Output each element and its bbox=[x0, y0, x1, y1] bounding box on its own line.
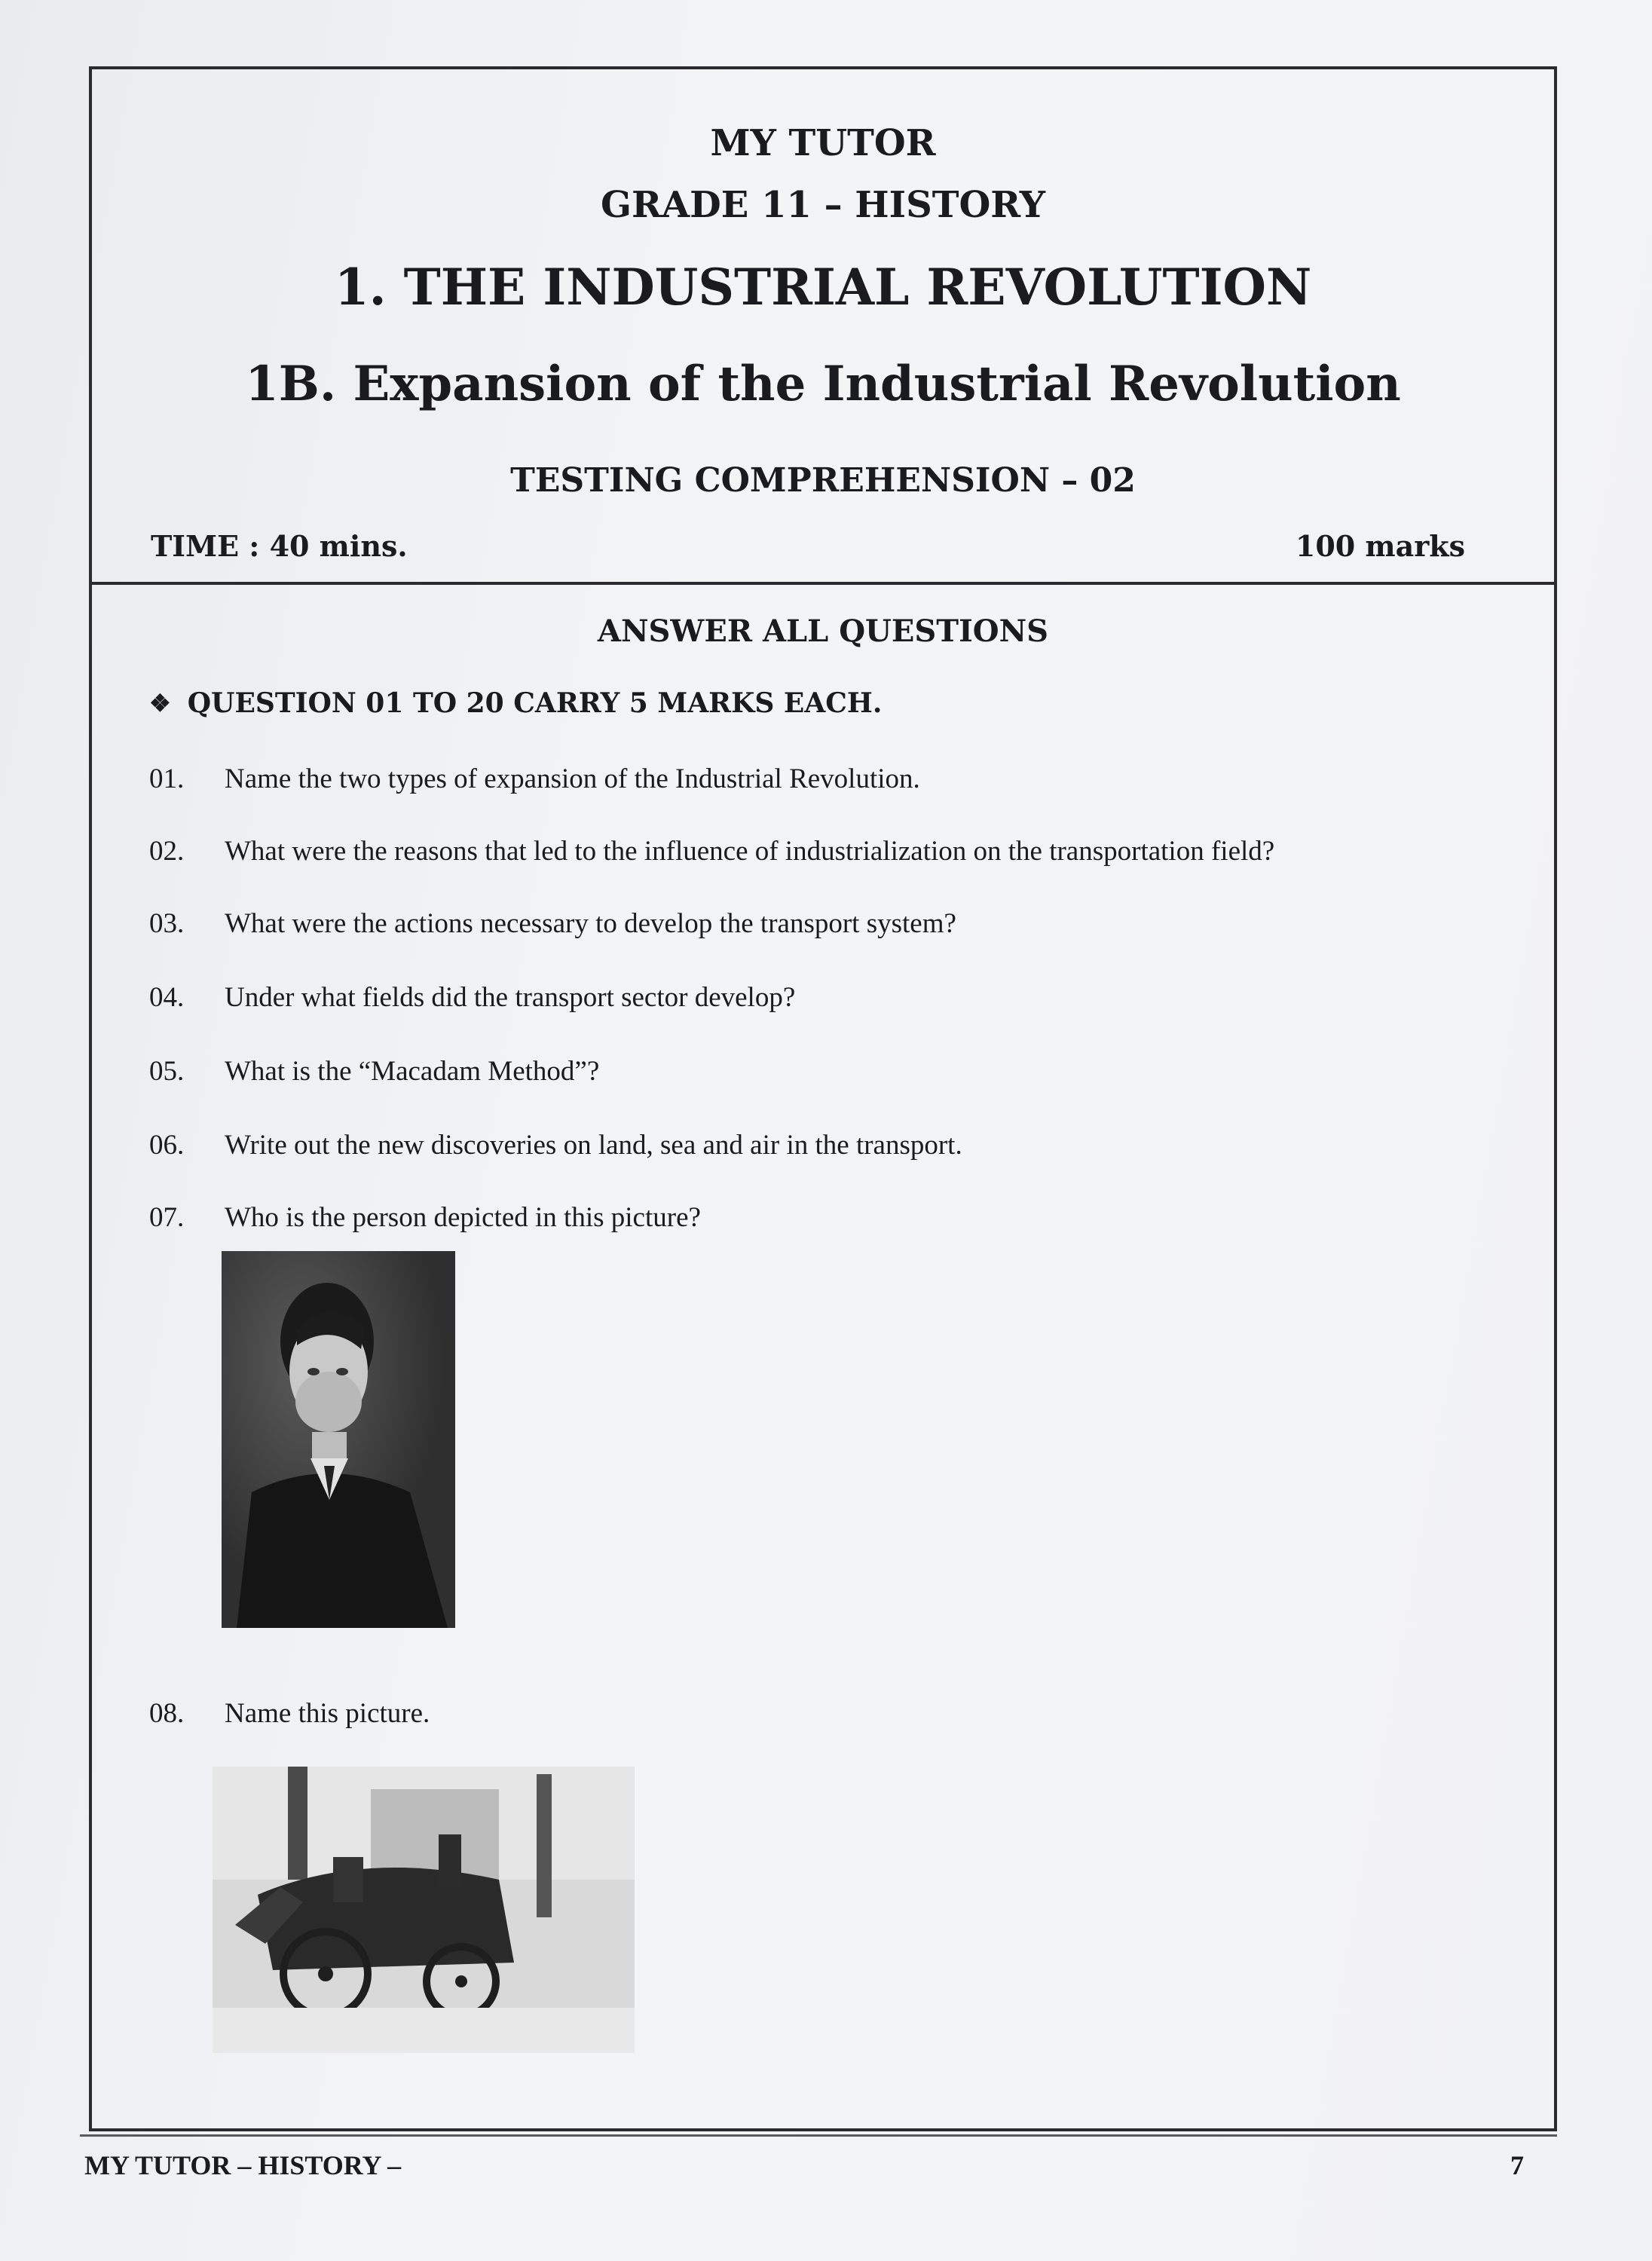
steam-engine-figure bbox=[213, 1767, 635, 2053]
subtopic-title: 1B. Expansion of the Industrial Revolution bbox=[245, 356, 1401, 412]
question-text: Under what fields did the transport sector develop? bbox=[225, 982, 796, 1013]
marks-instruction bbox=[149, 687, 882, 719]
question-number: 03. bbox=[149, 908, 185, 939]
time-allowed: TIME : 40 mins. bbox=[151, 529, 408, 563]
question-number: 08. bbox=[149, 1698, 185, 1729]
marks-instruction-text: QUESTION 01 TO 20 CARRY 5 MARKS EACH. bbox=[187, 687, 883, 719]
question-text: What were the actions necessary to develop the transport system? bbox=[225, 908, 956, 939]
test-title: TESTING COMPREHENSION – 02 bbox=[510, 461, 1136, 500]
chapter-title: 1. THE INDUSTRIAL REVOLUTION bbox=[334, 258, 1312, 317]
portrait-photo bbox=[222, 1251, 455, 1628]
question-number: 06. bbox=[149, 1130, 185, 1161]
header-section bbox=[92, 69, 1554, 585]
footer-label: MY TUTOR – HISTORY – bbox=[84, 2150, 402, 2180]
question-text: Name the two types of expansion of the Industrial Revolution. bbox=[225, 763, 920, 794]
question-05 bbox=[149, 1055, 599, 1088]
question-06 bbox=[149, 1129, 962, 1161]
question-text: What is the “Macadam Method”? bbox=[225, 1056, 600, 1087]
question-number: 07. bbox=[149, 1202, 185, 1233]
page-border bbox=[89, 66, 1557, 2131]
question-text: Who is the person depicted in this picture? bbox=[225, 1202, 701, 1233]
question-number: 01. bbox=[149, 763, 185, 794]
question-number: 02. bbox=[149, 836, 185, 867]
diamond-bullet-icon: ❖ bbox=[149, 689, 171, 717]
page-number: 7 bbox=[1510, 2150, 1524, 2180]
question-text: Write out the new discoveries on land, sea and air in the transport. bbox=[225, 1130, 962, 1161]
question-04 bbox=[149, 981, 795, 1014]
question-number: 04. bbox=[149, 982, 185, 1013]
total-marks: 100 marks bbox=[1295, 529, 1465, 563]
locomotive-photo bbox=[213, 1767, 635, 2053]
answer-all-heading: ANSWER ALL QUESTIONS bbox=[597, 613, 1049, 649]
grade-title: GRADE 11 – HISTORY bbox=[601, 184, 1045, 226]
question-text: What were the reasons that led to the influence of industrialization on the transportation field? bbox=[225, 836, 1275, 867]
footer-divider bbox=[80, 2134, 1557, 2137]
question-01 bbox=[149, 763, 920, 795]
question-08 bbox=[149, 1697, 430, 1730]
publisher-title: MY TUTOR bbox=[710, 122, 936, 164]
question-02 bbox=[149, 835, 1274, 867]
question-number: 05. bbox=[149, 1056, 185, 1087]
question-07 bbox=[149, 1201, 701, 1234]
question-text: Name this picture. bbox=[225, 1698, 430, 1729]
question-03 bbox=[149, 907, 956, 940]
portrait-figure bbox=[222, 1251, 455, 1628]
